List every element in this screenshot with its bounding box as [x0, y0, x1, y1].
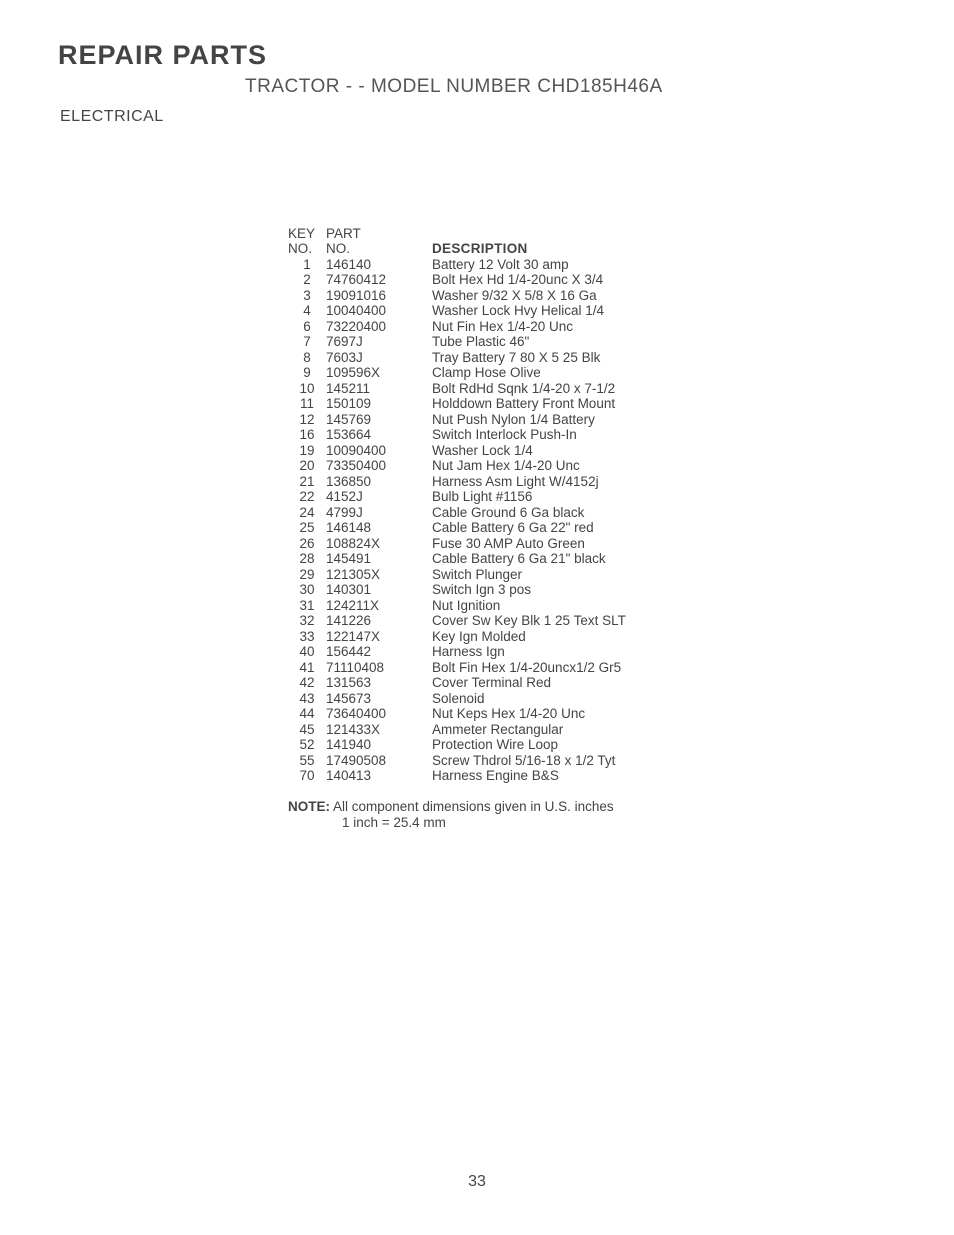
part-no-cell: 19091016: [326, 287, 387, 303]
table-row: [288, 412, 626, 428]
part-no-cell: 74760412: [326, 272, 387, 287]
key-no-cell: 52: [299, 737, 315, 752]
part-no-cell: 122147X: [326, 628, 381, 644]
description-cell: Ammeter Rectangular: [432, 721, 564, 737]
table-row: [288, 257, 626, 273]
table-row: [288, 443, 626, 459]
key-no-cell: 44: [299, 706, 315, 721]
key-no-cell: 29: [299, 566, 315, 582]
part-no-cell: 7603J: [326, 349, 363, 365]
part-no-cell: 73350400: [326, 458, 387, 473]
table-row: [288, 288, 626, 304]
part-no-cell: 156442: [326, 644, 372, 659]
key-no-cell: 9: [303, 365, 311, 380]
table-row: [288, 489, 626, 505]
description-cell: Battery 12 Volt 30 amp: [432, 256, 569, 272]
part-no-cell: 109596X: [326, 365, 381, 380]
description-cell: Washer Lock Hvy Helical 1/4: [432, 303, 605, 318]
table-row: [288, 551, 626, 567]
key-no-cell: 41: [299, 659, 315, 675]
section-label: ELECTRICAL: [60, 108, 164, 125]
note-text: All component dimensions given in U.S. inches: [333, 799, 614, 814]
description-cell: Harness Asm Light W/4152j: [432, 473, 599, 489]
table-row: [288, 768, 626, 784]
description-cell: Switch Plunger: [432, 566, 523, 582]
part-no-cell: 145491: [326, 551, 372, 566]
table-row: [288, 737, 626, 753]
note-label: NOTE:: [288, 799, 330, 814]
part-no-cell: 4152J: [326, 489, 363, 504]
parts-table-body: [288, 257, 626, 784]
description-cell: Harness Engine B&S: [432, 768, 559, 783]
key-no-cell: 11: [299, 396, 314, 411]
table-row: [288, 722, 626, 738]
table-row: [288, 629, 626, 645]
part-no-cell: 145769: [326, 411, 372, 427]
part-no-cell: 145673: [326, 690, 372, 706]
key-header-top: KEY: [288, 226, 316, 241]
table-row: [288, 505, 626, 521]
part-no-cell: 150109: [326, 396, 372, 411]
key-no-cell: 8: [303, 349, 311, 365]
description-cell: Bolt RdHd Sqnk 1/4-20 x 7-1/2: [432, 380, 616, 396]
key-no-cell: 32: [299, 613, 315, 628]
key-no-cell: 21: [299, 473, 315, 489]
description-cell: Holddown Battery Front Mount: [432, 396, 616, 411]
description-cell: Switch Interlock Push-In: [432, 427, 577, 442]
key-no-header: [288, 226, 326, 257]
part-header-top: PART: [326, 226, 361, 241]
description-cell: Nut Fin Hex 1/4-20 Unc: [432, 318, 574, 334]
parts-table: [288, 226, 626, 784]
key-no-cell: 70: [299, 768, 315, 783]
part-no-cell: 145211: [326, 380, 371, 396]
part-no-cell: 10090400: [326, 442, 387, 458]
table-row: [288, 427, 626, 443]
table-row: [288, 613, 626, 629]
part-no-cell: 121305X: [326, 566, 381, 582]
key-no-cell: 12: [299, 411, 315, 427]
description-cell: Cable Battery 6 Ga 21" black: [432, 551, 606, 566]
key-no-cell: 6: [303, 318, 311, 334]
page-number: 33: [468, 1173, 486, 1190]
key-no-cell: 33: [299, 628, 315, 644]
table-row: [288, 660, 626, 676]
description-cell: Bolt Fin Hex 1/4-20uncx1/2 Gr5: [432, 659, 622, 675]
key-no-cell: 20: [299, 458, 315, 473]
key-no-cell: 16: [299, 427, 315, 442]
table-row: [288, 474, 626, 490]
table-row: [288, 272, 626, 288]
part-no-header: [326, 226, 432, 257]
description-cell: Solenoid: [432, 690, 485, 706]
description-cell: Switch Ign 3 pos: [432, 582, 532, 597]
part-no-cell: 4799J: [326, 504, 363, 520]
description-cell: Bulb Light #1156: [432, 489, 533, 504]
model-subtitle: TRACTOR - - MODEL NUMBER CHD185H46A: [245, 76, 663, 97]
part-no-cell: 10040400: [326, 303, 387, 318]
description-cell: Protection Wire Loop: [432, 737, 559, 752]
part-no-cell: 140301: [326, 582, 372, 597]
description-cell: Key Ign Molded: [432, 628, 526, 644]
table-row: [288, 458, 626, 474]
table-row: [288, 536, 626, 552]
key-no-cell: 30: [299, 582, 315, 597]
description-cell: Clamp Hose Olive: [432, 365, 541, 380]
table-row: [288, 381, 626, 397]
description-cell: Cable Ground 6 Ga black: [432, 504, 585, 520]
key-no-cell: 40: [299, 644, 315, 659]
key-no-cell: 3: [303, 287, 311, 303]
key-no-cell: 25: [299, 520, 315, 535]
table-row: [288, 350, 626, 366]
key-no-cell: 19: [299, 442, 315, 458]
part-no-cell: 131563: [326, 675, 372, 690]
description-header: DESCRIPTION: [432, 241, 528, 256]
description-cell: Bolt Hex Hd 1/4-20unc X 3/4: [432, 272, 604, 287]
description-cell: Nut Ignition: [432, 597, 501, 613]
key-no-cell: 28: [299, 551, 315, 566]
table-row: [288, 598, 626, 614]
page-title: REPAIR PARTS: [58, 40, 268, 70]
note-block: [288, 799, 614, 830]
description-cell: Cover Terminal Red: [432, 675, 552, 690]
description-cell: Cable Battery 6 Ga 22" red: [432, 520, 594, 535]
table-row: [288, 303, 626, 319]
key-no-cell: 31: [299, 597, 315, 613]
key-no-cell: 7: [303, 334, 311, 349]
part-no-cell: 146148: [326, 520, 372, 535]
part-no-cell: 141940: [326, 737, 372, 752]
table-row: [288, 691, 626, 707]
table-row: [288, 396, 626, 412]
key-no-cell: 4: [303, 303, 311, 318]
note-line-2: 1 inch = 25.4 mm: [342, 814, 446, 830]
table-row: [288, 753, 626, 769]
key-no-cell: 22: [299, 489, 315, 504]
table-row: [288, 582, 626, 598]
part-no-cell: 136850: [326, 473, 372, 489]
part-no-cell: 124211X: [326, 597, 380, 613]
key-no-cell: 10: [299, 380, 315, 396]
description-cell: Screw Thdrol 5/16-18 x 1/2 Tyt: [432, 752, 616, 768]
key-no-cell: 1: [303, 256, 311, 272]
table-row: [288, 334, 626, 350]
table-row: [288, 319, 626, 335]
table-header-row: [288, 226, 626, 257]
key-no-cell: 2: [303, 272, 311, 287]
part-no-cell: 121433X: [326, 721, 381, 737]
description-cell: Tube Plastic 46": [432, 334, 530, 349]
part-no-cell: 141226: [326, 613, 372, 628]
part-no-cell: 7697J: [326, 334, 363, 349]
key-no-cell: 43: [299, 690, 315, 706]
key-no-cell: 45: [299, 721, 315, 737]
table-row: [288, 706, 626, 722]
part-no-cell: 73220400: [326, 318, 387, 334]
description-cell: Washer 9/32 X 5/8 X 16 Ga: [432, 287, 597, 303]
table-row: [288, 520, 626, 536]
description-cell: Washer Lock 1/4: [432, 442, 533, 458]
part-header-bottom: NO.: [326, 241, 351, 256]
description-cell: Cover Sw Key Blk 1 25 Text SLT: [432, 613, 626, 628]
part-no-cell: 73640400: [326, 706, 387, 721]
table-row: [288, 567, 626, 583]
description-cell: Nut Jam Hex 1/4-20 Unc: [432, 458, 580, 473]
description-cell: Tray Battery 7 80 X 5 25 Blk: [432, 349, 601, 365]
part-no-cell: 17490508: [326, 752, 387, 768]
table-row: [288, 675, 626, 691]
part-no-cell: 140413: [326, 768, 372, 783]
table-row: [288, 644, 626, 660]
part-no-cell: 71110408: [326, 659, 385, 675]
description-cell: Nut Push Nylon 1/4 Battery: [432, 411, 595, 427]
key-no-cell: 55: [299, 752, 315, 768]
description-cell: Harness Ign: [432, 644, 505, 659]
key-no-cell: 24: [299, 504, 315, 520]
table-row: [288, 365, 626, 381]
note-line-1: [288, 799, 614, 815]
part-no-cell: 153664: [326, 427, 372, 442]
key-no-cell: 42: [299, 675, 315, 690]
description-cell: Fuse 30 AMP Auto Green: [432, 535, 585, 551]
description-cell: Nut Keps Hex 1/4-20 Unc: [432, 706, 586, 721]
part-no-cell: 146140: [326, 256, 372, 272]
key-header-bottom: NO.: [288, 241, 313, 256]
key-no-cell: 26: [299, 535, 315, 551]
part-no-cell: 108824X: [326, 535, 381, 551]
